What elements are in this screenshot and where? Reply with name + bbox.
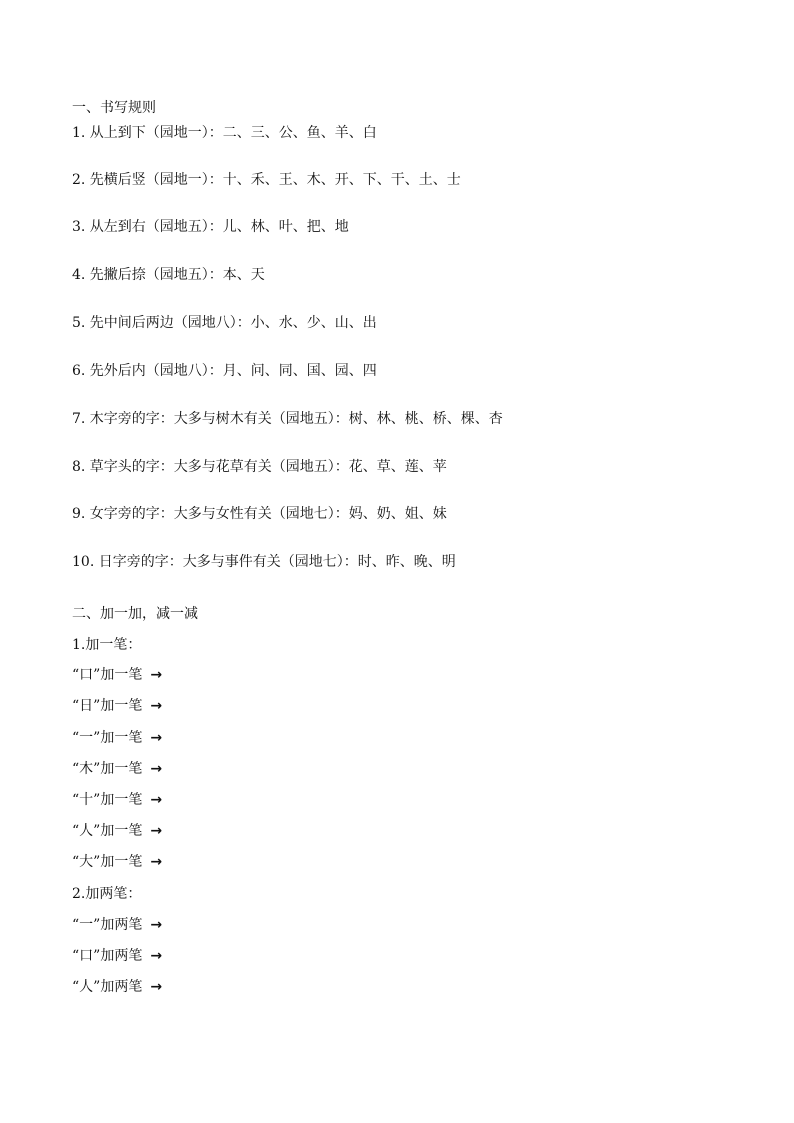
exercise-item — [72, 696, 162, 716]
exercise-prompt: “一”加一笔 — [72, 730, 143, 746]
arrow-right-icon: → — [150, 854, 163, 870]
exercise-prompt: “口”加一笔 — [72, 667, 143, 683]
arrow-right-icon: → — [150, 792, 163, 808]
arrow-right-icon: → — [150, 948, 163, 964]
arrow-right-icon: → — [150, 698, 163, 714]
arrow-right-icon: → — [150, 823, 163, 839]
exercise-prompt: “木”加一笔 — [72, 761, 143, 777]
subheading-add-two-strokes: 2.加两笔： — [72, 886, 142, 902]
section-heading-add-subtract: 二、加一加，减一减 — [72, 606, 198, 622]
exercise-prompt: “人”加两笔 — [72, 979, 143, 995]
exercise-prompt: “日”加一笔 — [72, 698, 143, 714]
rule-item: 6. 先外后内（园地八）：月、问、同、国、园、四 — [72, 363, 377, 379]
exercise-item — [72, 759, 162, 779]
exercise-prompt: “大”加一笔 — [72, 854, 143, 870]
exercise-prompt: “口”加两笔 — [72, 948, 143, 964]
arrow-right-icon: → — [150, 730, 163, 746]
arrow-right-icon: → — [150, 917, 163, 933]
exercise-item — [72, 821, 162, 841]
exercise-item — [72, 852, 162, 872]
rule-item: 9. 女字旁的字：大多与女性有关（园地七）：妈、奶、姐、妹 — [72, 506, 447, 522]
subheading-add-one-stroke: 1.加一笔： — [72, 637, 142, 653]
arrow-right-icon: → — [150, 979, 163, 995]
exercise-item — [72, 915, 162, 935]
exercise-item — [72, 977, 162, 997]
section-heading-writing-rules: 一、书写规则 — [72, 100, 156, 116]
rule-item: 3. 从左到右（园地五）：儿、林、叶、把、地 — [72, 219, 349, 235]
exercise-item — [72, 728, 162, 748]
exercise-item — [72, 946, 162, 966]
exercise-prompt: “十”加一笔 — [72, 792, 143, 808]
rule-item: 5. 先中间后两边（园地八）：小、水、少、山、出 — [72, 315, 377, 331]
rule-item: 8. 草字头的字：大多与花草有关（园地五）：花、草、莲、苹 — [72, 459, 447, 475]
rule-item: 1. 从上到下（园地一）：二、三、公、鱼、羊、白 — [72, 125, 377, 141]
exercise-item — [72, 665, 162, 685]
exercise-prompt: “一”加两笔 — [72, 917, 143, 933]
rule-item: 4. 先撇后捺（园地五）：本、天 — [72, 267, 265, 283]
arrow-right-icon: → — [150, 761, 163, 777]
rule-item: 7. 木字旁的字：大多与树木有关（园地五）：树、林、桃、桥、棵、杏 — [72, 411, 503, 427]
rule-item: 2. 先横后竖（园地一）：十、禾、王、木、开、下、干、土、士 — [72, 172, 461, 188]
arrow-right-icon: → — [150, 667, 163, 683]
exercise-prompt: “人”加一笔 — [72, 823, 143, 839]
exercise-item — [72, 790, 162, 810]
rule-item: 10. 日字旁的字：大多与事件有关（园地七）：时、昨、晚、明 — [72, 554, 456, 570]
